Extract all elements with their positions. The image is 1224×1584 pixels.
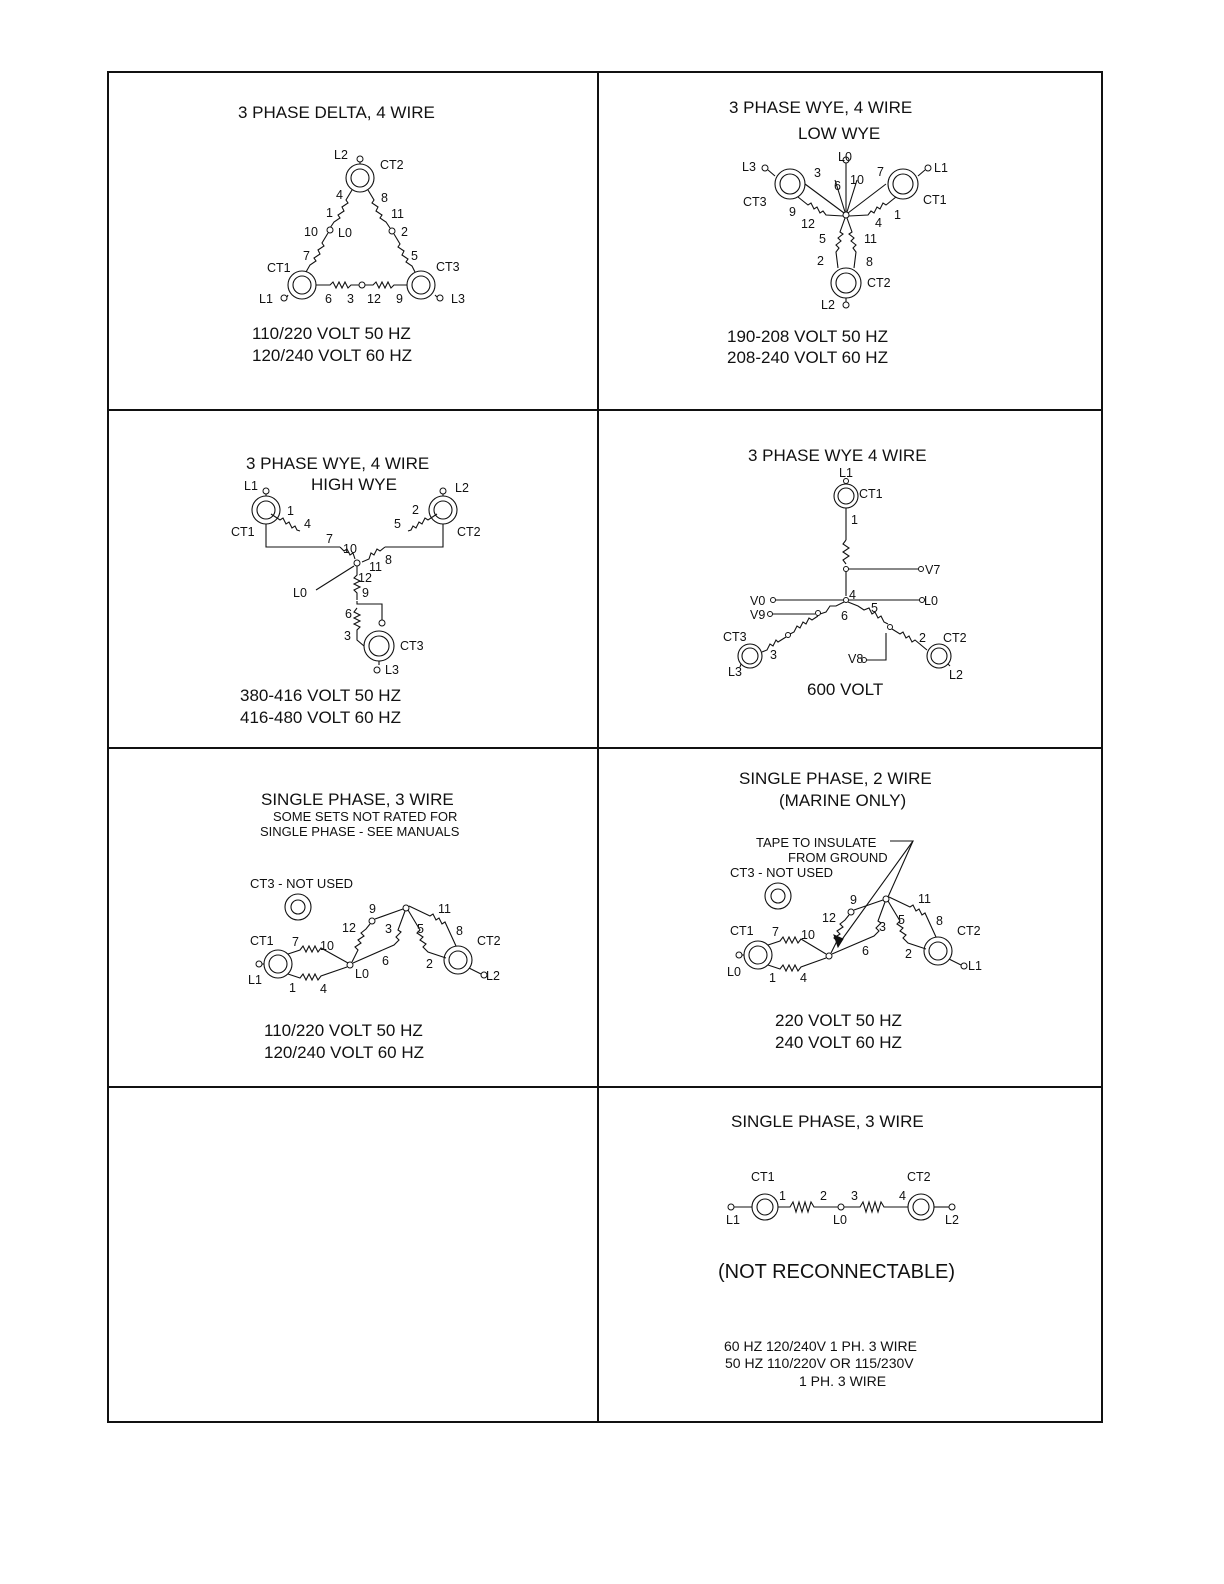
label-12: 12 xyxy=(367,292,381,306)
spec-line-2: 50 HZ 110/220V OR 115/230V xyxy=(725,1355,914,1371)
label-2: 2 xyxy=(919,631,926,645)
label-5: 5 xyxy=(417,922,424,936)
panel-title: 3 PHASE DELTA, 4 WIRE xyxy=(238,103,435,122)
panel-title: 3 PHASE WYE 4 WIRE xyxy=(748,446,927,465)
label-7: 7 xyxy=(772,925,779,939)
label-6: 6 xyxy=(834,179,841,193)
label-ct2: CT2 xyxy=(477,934,501,948)
label-l2: L2 xyxy=(945,1213,959,1227)
label-ct1: CT1 xyxy=(250,934,274,948)
label-l0: L0 xyxy=(924,594,938,608)
label-ct2: CT2 xyxy=(380,158,404,172)
label-ct1: CT1 xyxy=(751,1170,775,1184)
label-11: 11 xyxy=(438,902,451,916)
label-ct1: CT1 xyxy=(267,261,291,275)
label-5: 5 xyxy=(411,249,418,263)
label-11: 11 xyxy=(918,892,931,906)
voltage-line-2: 416-480 VOLT 60 HZ xyxy=(240,708,401,727)
label-v0: V0 xyxy=(750,594,766,608)
label-ct2: CT2 xyxy=(957,924,981,938)
label-8: 8 xyxy=(936,914,943,928)
label-l0: L0 xyxy=(293,586,307,600)
label-6: 6 xyxy=(382,954,389,968)
label-ct3: CT3 xyxy=(400,639,424,653)
ct1-coil xyxy=(752,1194,778,1220)
label-6: 6 xyxy=(325,292,332,306)
panel-title: SINGLE PHASE, 2 WIRE xyxy=(739,769,932,788)
label-8: 8 xyxy=(456,924,463,938)
label-l0: L0 xyxy=(338,226,352,240)
label-3: 3 xyxy=(814,166,821,180)
label-l0: L0 xyxy=(355,967,369,981)
label-l1: L1 xyxy=(839,466,853,480)
label-6: 6 xyxy=(345,607,352,621)
note-line-2: SINGLE PHASE - SEE MANUALS xyxy=(260,824,460,839)
voltage-line-2: 240 VOLT 60 HZ xyxy=(775,1033,902,1052)
label-ct1: CT1 xyxy=(923,193,947,207)
label-6: 6 xyxy=(862,944,869,958)
label-4: 4 xyxy=(320,982,327,996)
label-10: 10 xyxy=(320,939,334,953)
label-l2: L2 xyxy=(486,969,500,983)
panel-title: 3 PHASE WYE, 4 WIRE xyxy=(246,454,430,473)
label-1: 1 xyxy=(851,513,858,527)
label-l3: L3 xyxy=(742,160,756,174)
label-5: 5 xyxy=(898,913,905,927)
label-2: 2 xyxy=(412,503,419,517)
spec-line-3: 1 PH. 3 WIRE xyxy=(799,1373,887,1389)
label-2: 2 xyxy=(426,957,433,971)
label-4: 4 xyxy=(336,188,343,202)
label-1: 1 xyxy=(289,981,296,995)
label-1: 1 xyxy=(326,206,333,220)
label-3: 3 xyxy=(770,648,777,662)
label-l1: L1 xyxy=(244,479,258,493)
panel-title: 3 PHASE WYE, 4 WIRE xyxy=(729,98,913,117)
spec-line-1: 60 HZ 120/240V 1 PH. 3 WIRE xyxy=(724,1338,917,1354)
label-7: 7 xyxy=(292,935,299,949)
tape-note-line-2: FROM GROUND xyxy=(788,850,888,865)
label-4: 4 xyxy=(899,1189,906,1203)
label-l0: L0 xyxy=(727,965,741,979)
label-ct1: CT1 xyxy=(859,487,883,501)
label-ct1: CT1 xyxy=(730,924,754,938)
voltage-line-1: 190-208 VOLT 50 HZ xyxy=(727,327,888,346)
label-ct2: CT2 xyxy=(907,1170,931,1184)
label-ct1: CT1 xyxy=(231,525,255,539)
label-9: 9 xyxy=(362,586,369,600)
ct2-coil xyxy=(908,1194,934,1220)
label-4: 4 xyxy=(304,517,311,531)
label-ct3: CT3 xyxy=(723,630,747,644)
label-1: 1 xyxy=(769,971,776,985)
panel-subtitle: (MARINE ONLY) xyxy=(779,791,907,810)
voltage-line-1: 380-416 VOLT 50 HZ xyxy=(240,686,401,705)
label-v7: V7 xyxy=(925,563,941,577)
label-8: 8 xyxy=(385,553,392,567)
label-11: 11 xyxy=(369,560,382,574)
label-l1: L1 xyxy=(259,292,273,306)
label-10: 10 xyxy=(850,173,864,187)
panel-subtitle: LOW WYE xyxy=(798,124,881,143)
panel-title: SINGLE PHASE, 3 WIRE xyxy=(261,790,454,809)
label-9: 9 xyxy=(850,893,857,907)
label-ct3: CT3 xyxy=(743,195,767,209)
label-3: 3 xyxy=(347,292,354,306)
label-l1: L1 xyxy=(248,973,262,987)
label-5: 5 xyxy=(819,232,826,246)
label-l0: L0 xyxy=(838,150,852,164)
label-3: 3 xyxy=(344,629,351,643)
label-8: 8 xyxy=(381,191,388,205)
label-11: 11 xyxy=(391,207,404,221)
label-3: 3 xyxy=(879,920,886,934)
label-10: 10 xyxy=(343,542,357,556)
label-1: 1 xyxy=(779,1189,786,1203)
label-10: 10 xyxy=(304,225,318,239)
ct3-not-used-note: CT3 - NOT USED xyxy=(250,876,354,891)
label-l3: L3 xyxy=(385,663,399,677)
voltage-line-2: 120/240 VOLT 60 HZ xyxy=(252,346,413,365)
label-4: 4 xyxy=(875,216,882,230)
label-l2: L2 xyxy=(334,148,348,162)
label-12: 12 xyxy=(822,911,836,925)
label-l2: L2 xyxy=(455,481,469,495)
label-7: 7 xyxy=(326,532,333,546)
label-ct2: CT2 xyxy=(943,631,967,645)
label-l0: L0 xyxy=(833,1213,847,1227)
voltage-line-2: 120/240 VOLT 60 HZ xyxy=(264,1043,425,1062)
panel-title: SINGLE PHASE, 3 WIRE xyxy=(731,1112,924,1131)
label-l3: L3 xyxy=(451,292,465,306)
label-ct3: CT3 xyxy=(436,260,460,274)
label-4: 4 xyxy=(849,588,856,602)
label-12: 12 xyxy=(358,571,372,585)
label-1: 1 xyxy=(894,208,901,222)
label-12: 12 xyxy=(342,921,356,935)
label-12: 12 xyxy=(801,217,815,231)
label-7: 7 xyxy=(877,165,884,179)
voltage-line-1: 110/220 VOLT 50 HZ xyxy=(264,1021,423,1040)
label-l2: L2 xyxy=(949,668,963,682)
label-l2: L2 xyxy=(821,298,835,312)
label-4: 4 xyxy=(800,971,807,985)
voltage-line-1: 220 VOLT 50 HZ xyxy=(775,1011,902,1030)
label-7: 7 xyxy=(303,249,310,263)
label-5: 5 xyxy=(871,601,878,615)
label-l1: L1 xyxy=(968,959,982,973)
label-10: 10 xyxy=(801,928,815,942)
voltage-line-1: 600 VOLT xyxy=(807,680,884,699)
label-v8: V8 xyxy=(848,652,864,666)
label-9: 9 xyxy=(396,292,403,306)
label-6: 6 xyxy=(841,609,848,623)
label-5: 5 xyxy=(394,517,401,531)
label-9: 9 xyxy=(789,205,796,219)
ct3-not-used-note: CT3 - NOT USED xyxy=(730,865,834,880)
label-9: 9 xyxy=(369,902,376,916)
label-2: 2 xyxy=(817,254,824,268)
voltage-line-2: 208-240 VOLT 60 HZ xyxy=(727,348,888,367)
panel-subtitle: HIGH WYE xyxy=(311,475,397,494)
label-l1: L1 xyxy=(934,161,948,175)
label-3: 3 xyxy=(851,1189,858,1203)
label-11: 11 xyxy=(864,232,877,246)
label-l1: L1 xyxy=(726,1213,740,1227)
label-ct2: CT2 xyxy=(457,525,481,539)
label-2: 2 xyxy=(820,1189,827,1203)
note-line-1: SOME SETS NOT RATED FOR xyxy=(273,809,458,824)
not-reconnectable-label: (NOT RECONNECTABLE) xyxy=(718,1261,956,1283)
voltage-line-1: 110/220 VOLT 50 HZ xyxy=(252,324,411,343)
label-8: 8 xyxy=(866,255,873,269)
label-2: 2 xyxy=(401,225,408,239)
label-2: 2 xyxy=(905,947,912,961)
tape-note-line-1: TAPE TO INSULATE xyxy=(756,835,877,850)
label-1: 1 xyxy=(287,504,294,518)
label-l3: L3 xyxy=(728,665,742,679)
label-v9: V9 xyxy=(750,608,766,622)
label-ct2: CT2 xyxy=(867,276,891,290)
label-3: 3 xyxy=(385,922,392,936)
